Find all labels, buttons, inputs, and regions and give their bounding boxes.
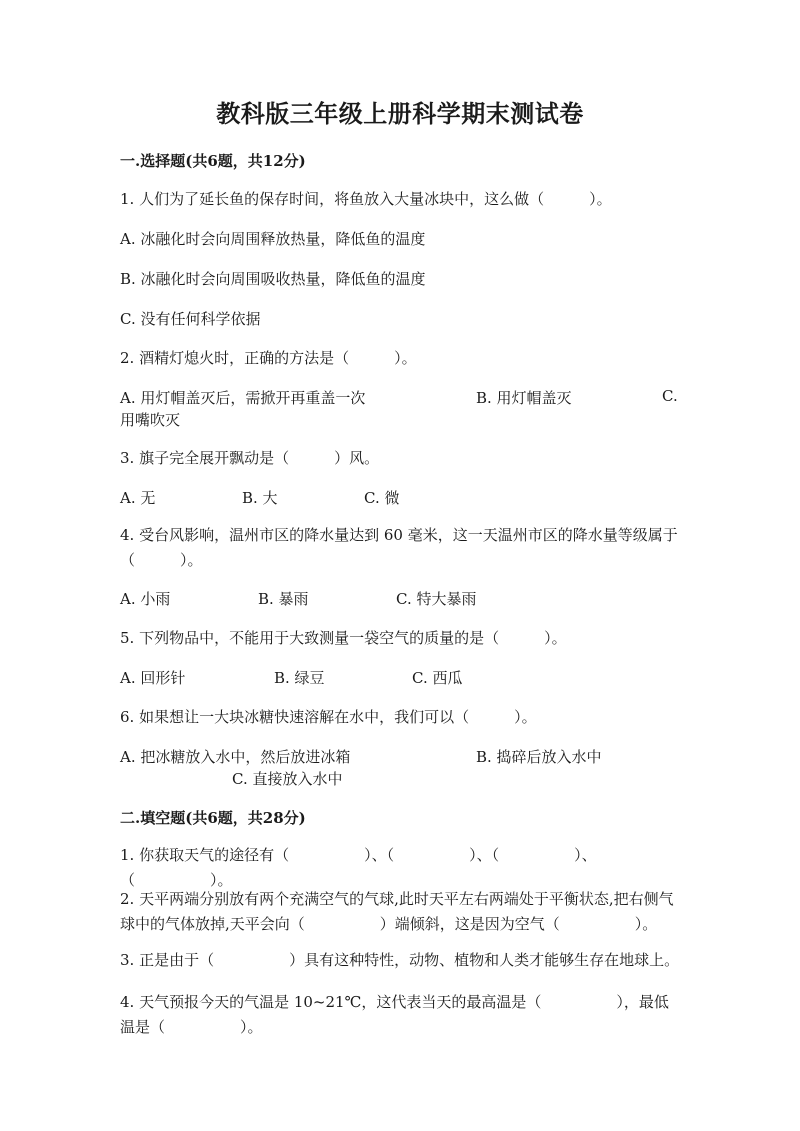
question-5-stem: 5. 下列物品中，不能用于大致测量一袋空气的质量的是（ ）。 [120, 629, 567, 647]
page-title: 教科版三年级上册科学期末测试卷 [216, 99, 584, 128]
question-4-stem: 4. 受台风影响，温州市区的降水量达到 60 毫米，这一天温州市区的降水量等级属于（ ）。 [120, 526, 678, 569]
question-3-option-c: C. 微 [364, 489, 400, 507]
question-6-option-c: C. 直接放入水中 [232, 770, 343, 788]
question-1-stem: 1. 人们为了延长鱼的保存时间，将鱼放入大量冰块中，这么做（ ）。 [120, 190, 612, 208]
fill-question-4: 4. 天气预报今天的气温是 10~21℃，这代表当天的最高温是（ ），最低温是（ ）。 [120, 993, 669, 1036]
question-6-option-b: B. 捣碎后放入水中 [476, 748, 602, 766]
question-4-option-c: C. 特大暴雨 [396, 590, 477, 608]
fill-question-2: 2. 天平两端分别放有两个充满空气的气球,此时天平左右两端处于平衡状态,把右侧气球中的气体放掉,天平会向（ ）端倾斜，这是因为空气（ ）。 [120, 890, 674, 933]
question-1-option-c: C. 没有任何科学依据 [120, 310, 261, 328]
question-4-option-b: B. 暴雨 [258, 590, 309, 608]
question-5-option-a: A. 回形针 [120, 669, 186, 687]
question-3-stem: 3. 旗子完全展开飘动是（ ）风。 [120, 449, 380, 467]
question-3-option-b: B. 大 [242, 489, 278, 507]
question-3-option-a: A. 无 [120, 489, 156, 507]
question-2-option-c-text: 用嘴吹灭 [120, 411, 181, 429]
question-1-option-b: B. 冰融化时会向周围吸收热量，降低鱼的温度 [120, 270, 426, 288]
question-6-option-a: A. 把冰糖放入水中，然后放进冰箱 [120, 748, 351, 766]
question-2-option-a: A. 用灯帽盖灭后，需掀开再重盖一次 [120, 389, 366, 407]
question-5-option-c: C. 西瓜 [412, 669, 463, 687]
question-2-stem: 2. 酒精灯熄火时，正确的方法是（ ）。 [120, 349, 417, 367]
fill-question-1: 1. 你获取天气的途径有（ ）、（ ）、（ ）、（ ）。 [120, 846, 597, 889]
question-5-option-b: B. 绿豆 [274, 669, 325, 687]
question-1-option-a: A. 冰融化时会向周围释放热量，降低鱼的温度 [120, 230, 426, 248]
question-6-stem: 6. 如果想让一大块冰糖快速溶解在水中，我们可以（ ）。 [120, 708, 537, 726]
fill-question-3: 3. 正是由于（ ）具有这种特性，动物、植物和人类才能够生存在地球上。 [120, 951, 680, 969]
question-2-option-c-label: C. [662, 387, 678, 405]
section-heading-choice: 一.选择题(共6题，共12分) [120, 152, 306, 170]
section-heading-fill: 二.填空题(共6题，共28分) [120, 809, 306, 827]
question-4-option-a: A. 小雨 [120, 590, 171, 608]
question-2-option-b: B. 用灯帽盖灭 [476, 389, 572, 407]
